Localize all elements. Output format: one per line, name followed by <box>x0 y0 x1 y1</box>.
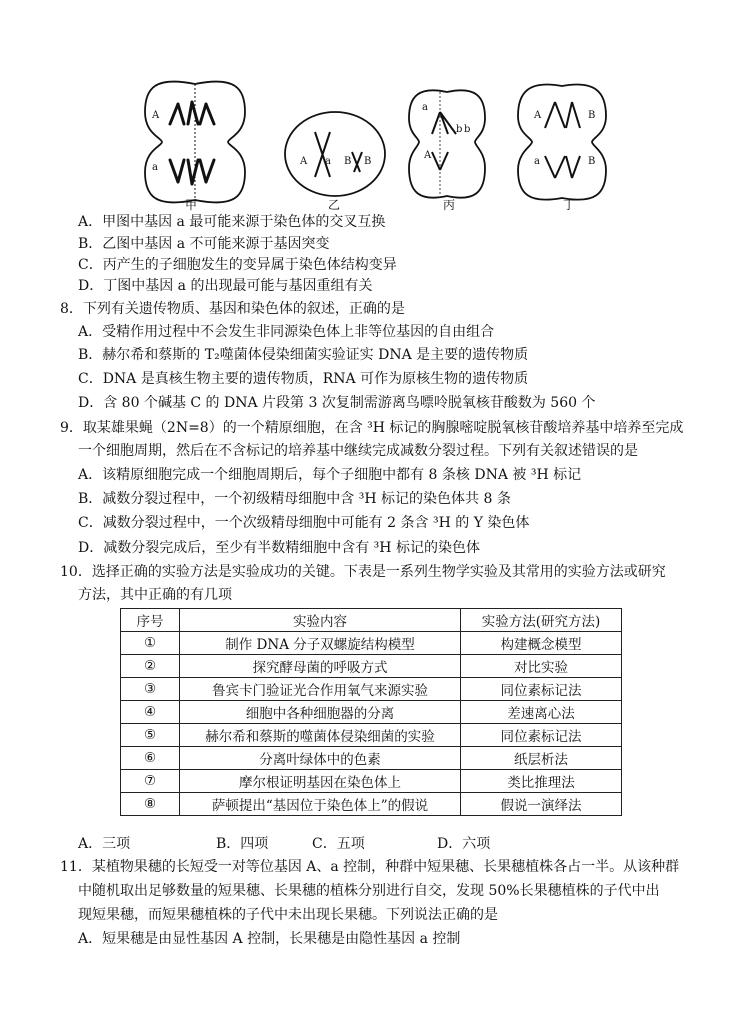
gene-label: a <box>152 162 158 173</box>
cell-yi <box>285 112 385 196</box>
table-cell: ③ <box>121 678 180 701</box>
table-row <box>121 747 622 770</box>
gene-label: B <box>344 156 352 167</box>
cell-bing <box>409 90 485 197</box>
q7-option-b: B．乙图中基因 a 不可能来源于基因突变 <box>78 236 330 252</box>
q7-option-a: A．甲图中基因 a 最可能来源于染色体的交叉互换 <box>78 214 386 230</box>
gene-label: B <box>364 156 372 167</box>
q10-option-d: D．六项 <box>437 836 491 852</box>
table-row <box>121 770 622 793</box>
q9-option-d: D．减数分裂完成后，至少有半数精细胞中含有 ³H 标记的染色体 <box>78 540 480 556</box>
gene-label: a <box>325 156 331 167</box>
table-row <box>121 724 622 747</box>
gene-label: B <box>588 110 596 121</box>
table-header: 实验方法(研究方法) <box>461 609 622 632</box>
gene-label: b <box>456 124 463 135</box>
cell-division-figure <box>140 72 620 212</box>
table-cell: 摩尔根证明基因在染色体上 <box>180 770 461 793</box>
table-row <box>121 793 622 816</box>
table-row <box>121 678 622 701</box>
table-cell: 制作 DNA 分子双螺旋结构模型 <box>180 632 461 655</box>
table-cell: ② <box>121 655 180 678</box>
table-cell: ④ <box>121 701 180 724</box>
figure-label-jia: 甲 <box>185 198 198 212</box>
gene-label: A <box>424 150 432 161</box>
table-cell: 构建概念模型 <box>461 632 622 655</box>
table-cell: ⑧ <box>121 793 180 816</box>
q10-stem-line1: 10．选择正确的实验方法是实验成功的关键。下表是一系列生物学实验及其常用的实验方法或研究 <box>60 564 666 580</box>
q8-stem: 8．下列有关遗传物质、基因和染色体的叙述，正确的是 <box>60 301 405 317</box>
table-cell: 鲁宾卡门验证光合作用氧气来源实验 <box>180 678 461 701</box>
q8-option-b: B．赫尔希和蔡斯的 T₂噬菌体侵染细菌实验证实 DNA 是主要的遗传物质 <box>78 347 529 363</box>
q11-stem-line1: 11．某植物果穗的长短受一对等位基因 A、a 控制，种群中短果穗、长果穗植株各占一半。从该种群 <box>60 859 680 875</box>
q10-option-c: C．五项 <box>312 836 365 852</box>
cell-ding <box>518 84 606 199</box>
table-cell: 赫尔希和蔡斯的噬菌体侵染细菌的实验 <box>180 724 461 747</box>
table-cell: 假说一演绎法 <box>461 793 622 816</box>
table-cell: 探究酵母菌的呼吸方式 <box>180 655 461 678</box>
table-cell: 分离叶绿体中的色素 <box>180 747 461 770</box>
table-cell: 对比实验 <box>461 655 622 678</box>
table-cell: 萨顿提出“基因位于染色体上”的假说 <box>180 793 461 816</box>
gene-label: A <box>152 110 160 121</box>
q7-option-c: C．丙产生的子细胞发生的变异属于染色体结构变异 <box>78 257 397 273</box>
table-row <box>121 701 622 724</box>
gene-label: A <box>534 110 542 121</box>
q9-option-a: A．该精原细胞完成一个细胞周期后，每个子细胞中都有 8 条核 DNA 被 ³H 标记 <box>78 467 582 483</box>
q8-option-a: A．受精作用过程中不会发生非同源染色体上非等位基因的自由组合 <box>78 324 495 340</box>
table-cell: ⑤ <box>121 724 180 747</box>
table-header-row <box>121 609 622 632</box>
table-row <box>121 655 622 678</box>
q10-option-b: B．四项 <box>216 836 269 852</box>
q11-stem-line3: 现短果穗，而短果穗植株的子代中未出现长果穗。下列说法正确的是 <box>78 907 498 923</box>
table-cell: 类比推理法 <box>461 770 622 793</box>
table-cell: ⑦ <box>121 770 180 793</box>
figure-label-ding: 丁 <box>563 198 576 212</box>
table-header: 序号 <box>121 609 180 632</box>
experiment-method-table <box>120 608 622 816</box>
gene-label: A <box>300 156 308 167</box>
q9-stem-line2: 一个细胞周期，然后在不含标记的培养基中继续完成减数分裂过程。下列有关叙述错误的是 <box>78 443 638 459</box>
table-cell: 差速离心法 <box>461 701 622 724</box>
q9-option-b: B．减数分裂过程中，一个初级精母细胞中含 ³H 标记的染色体共 8 条 <box>78 491 511 507</box>
table-cell: ⑥ <box>121 747 180 770</box>
q7-option-d: D．丁图中基因 a 的出现最可能与基因重组有关 <box>78 278 373 294</box>
gene-label: a <box>422 102 428 113</box>
gene-label: b <box>464 124 471 135</box>
q10-stem-line2: 方法，其中正确的有几项 <box>78 587 232 603</box>
table-row <box>121 632 622 655</box>
table-header: 实验内容 <box>180 609 461 632</box>
table-cell: 纸层析法 <box>461 747 622 770</box>
q9-option-c: C．减数分裂过程中，一个次级精母细胞中可能有 2 条含 ³H 的 Y 染色体 <box>78 515 530 531</box>
table-cell: 同位素标记法 <box>461 724 622 747</box>
q8-option-c: C．DNA 是真核生物主要的遗传物质，RNA 可作为原核生物的遗传物质 <box>78 371 529 387</box>
q10-option-a: A．三项 <box>78 836 131 852</box>
gene-label: a <box>534 156 540 167</box>
table-cell: 细胞中各种细胞器的分离 <box>180 701 461 724</box>
figure-label-bing: 丙 <box>443 198 456 212</box>
table-cell: ① <box>121 632 180 655</box>
figure-label-yi: 乙 <box>328 198 341 212</box>
q8-option-d: D．含 80 个碱基 C 的 DNA 片段第 3 次复制需游离鸟嘌呤脱氧核苷酸数为 560 个 <box>78 395 596 411</box>
gene-label: B <box>588 156 596 167</box>
q9-stem-line1: 9．取某雄果蝇（2N=8）的一个精原细胞，在含 ³H 标记的胸腺嘧啶脱氧核苷酸培养基中培养至完成 <box>60 420 684 436</box>
q11-option-a: A．短果穗是由显性基因 A 控制，长果穗是由隐性基因 a 控制 <box>78 931 461 947</box>
q11-stem-line2: 中随机取出足够数量的短果穗、长果穗的植株分别进行自交，发现 50%长果穗植株的子代中出 <box>78 883 660 899</box>
table-cell: 同位素标记法 <box>461 678 622 701</box>
